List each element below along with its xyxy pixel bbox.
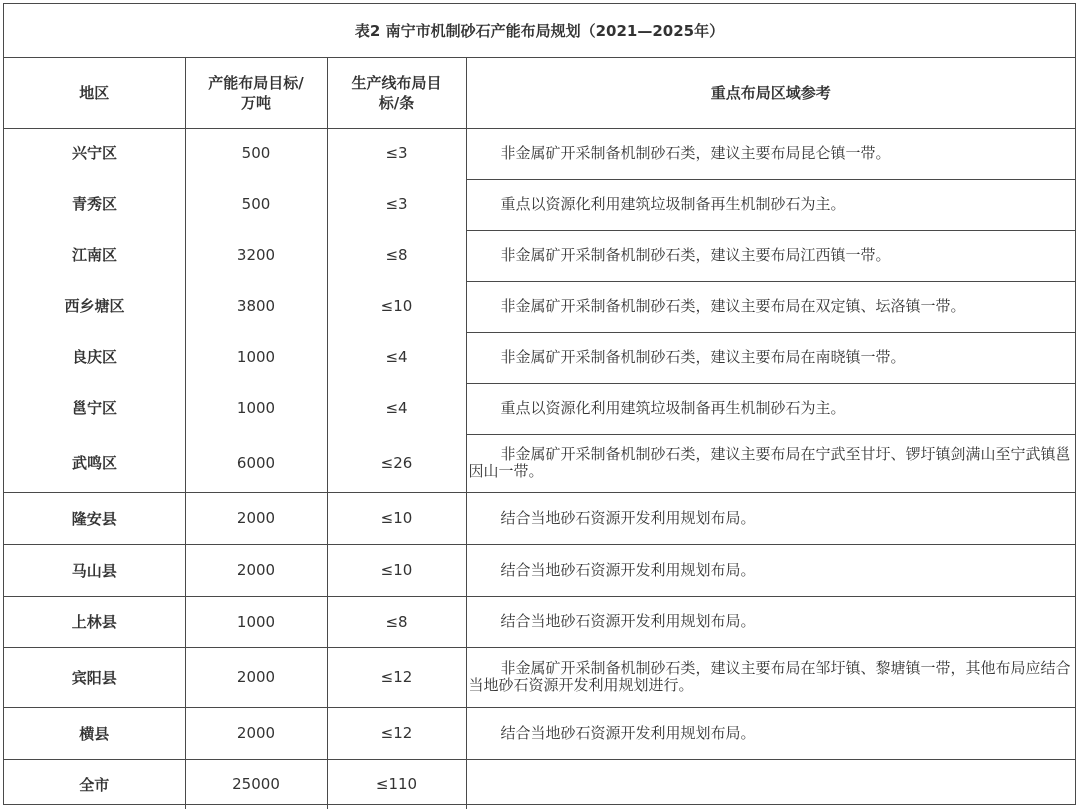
- table-row: [4, 707, 1075, 759]
- header-lines: 生产线布局目标/条: [327, 58, 466, 128]
- reference-cell: 结合当地砂石资源开发利用规划布局。: [466, 596, 1075, 647]
- table-row: [4, 759, 1075, 809]
- header-capacity: 产能布局目标/万吨: [185, 58, 327, 128]
- region-cell: 横县: [4, 707, 185, 759]
- region-group-urban: [4, 128, 185, 492]
- lines-cell: ≤12: [327, 647, 466, 707]
- capacity-plan-table: [4, 58, 1075, 809]
- table-caption: 表2 南宁市机制砂石产能布局规划（2021—2025年）: [4, 4, 1075, 58]
- lines-cell: ≤110: [327, 759, 466, 809]
- region-cell: 上林县: [4, 596, 185, 647]
- reference-cell: 结合当地砂石资源开发利用规划布局。: [466, 707, 1075, 759]
- capacity-cell: 500: [241, 144, 271, 162]
- region-cell: 邕宁区: [71, 399, 117, 417]
- region-cell: 全市: [4, 759, 185, 809]
- reference-cell: 非金属矿开采制备机制砂石类，建议主要布局在宁武至甘圩、锣圩镇剑满山至宁武镇邕因山一带。: [466, 434, 1075, 492]
- lines-cell: ≤4: [385, 399, 408, 417]
- reference-cell: 非金属矿开采制备机制砂石类，建议主要布局在南晓镇一带。: [466, 332, 1075, 383]
- reference-cell: 结合当地砂石资源开发利用规划布局。: [466, 492, 1075, 544]
- capacity-cell: 3200: [236, 246, 276, 264]
- capacity-cell: 25000: [185, 759, 327, 809]
- lines-cell: ≤26: [380, 454, 413, 472]
- capacity-cell: 500: [241, 195, 271, 213]
- lines-cell: ≤8: [385, 246, 408, 264]
- table-row: [4, 596, 1075, 647]
- lines-cell: ≤10: [327, 492, 466, 544]
- lines-group-urban: [327, 128, 466, 492]
- region-cell: 兴宁区: [71, 144, 117, 162]
- header-reference: 重点布局区域参考: [466, 58, 1075, 128]
- capacity-cell: 1000: [236, 399, 276, 417]
- region-cell: 西乡塘区: [64, 297, 125, 315]
- capacity-cell: 2000: [185, 492, 327, 544]
- capacity-cell: 2000: [185, 707, 327, 759]
- lines-cell: ≤8: [327, 596, 466, 647]
- capacity-cell: 3800: [236, 297, 276, 315]
- region-cell: 武鸣区: [71, 454, 117, 472]
- capacity-group-urban: [185, 128, 327, 492]
- table-row: [4, 492, 1075, 544]
- header-region: 地区: [4, 58, 185, 128]
- reference-cell: 非金属矿开采制备机制砂石类，建议主要布局江西镇一带。: [466, 230, 1075, 281]
- region-cell: 青秀区: [71, 195, 117, 213]
- table-row: [4, 647, 1075, 707]
- capacity-cell: 2000: [185, 647, 327, 707]
- reference-cell: 非金属矿开采制备机制砂石类，建议主要布局在双定镇、坛洛镇一带。: [466, 281, 1075, 332]
- region-cell: 隆安县: [4, 492, 185, 544]
- lines-cell: ≤10: [327, 544, 466, 596]
- lines-cell: ≤3: [385, 195, 408, 213]
- reference-cell: 结合当地砂石资源开发利用规划布局。: [466, 544, 1075, 596]
- lines-cell: ≤3: [385, 144, 408, 162]
- reference-cell: 非金属矿开采制备机制砂石类，建议主要布局昆仑镇一带。: [466, 128, 1075, 179]
- table-row: [4, 544, 1075, 596]
- region-cell: 宾阳县: [4, 647, 185, 707]
- capacity-cell: 6000: [236, 454, 276, 472]
- header-row: [4, 58, 1075, 128]
- region-cell: 马山县: [4, 544, 185, 596]
- lines-cell: ≤4: [385, 348, 408, 366]
- reference-cell: 重点以资源化利用建筑垃圾制备再生机制砂石为主。: [466, 179, 1075, 230]
- region-cell: 江南区: [71, 246, 117, 264]
- reference-cell: 重点以资源化利用建筑垃圾制备再生机制砂石为主。: [466, 383, 1075, 434]
- capacity-cell: 2000: [185, 544, 327, 596]
- lines-cell: ≤10: [380, 297, 413, 315]
- capacity-cell: 1000: [185, 596, 327, 647]
- reference-cell: 非金属矿开采制备机制砂石类，建议主要布局在邹圩镇、黎塘镇一带，其他布局应结合当地砂石资源开发利用规划进行。: [466, 647, 1075, 707]
- capacity-cell: 1000: [236, 348, 276, 366]
- region-cell: 良庆区: [71, 348, 117, 366]
- plan-table-container: [3, 3, 1076, 805]
- lines-cell: ≤12: [327, 707, 466, 759]
- table-row: [4, 128, 1075, 179]
- reference-cell: [466, 759, 1075, 809]
